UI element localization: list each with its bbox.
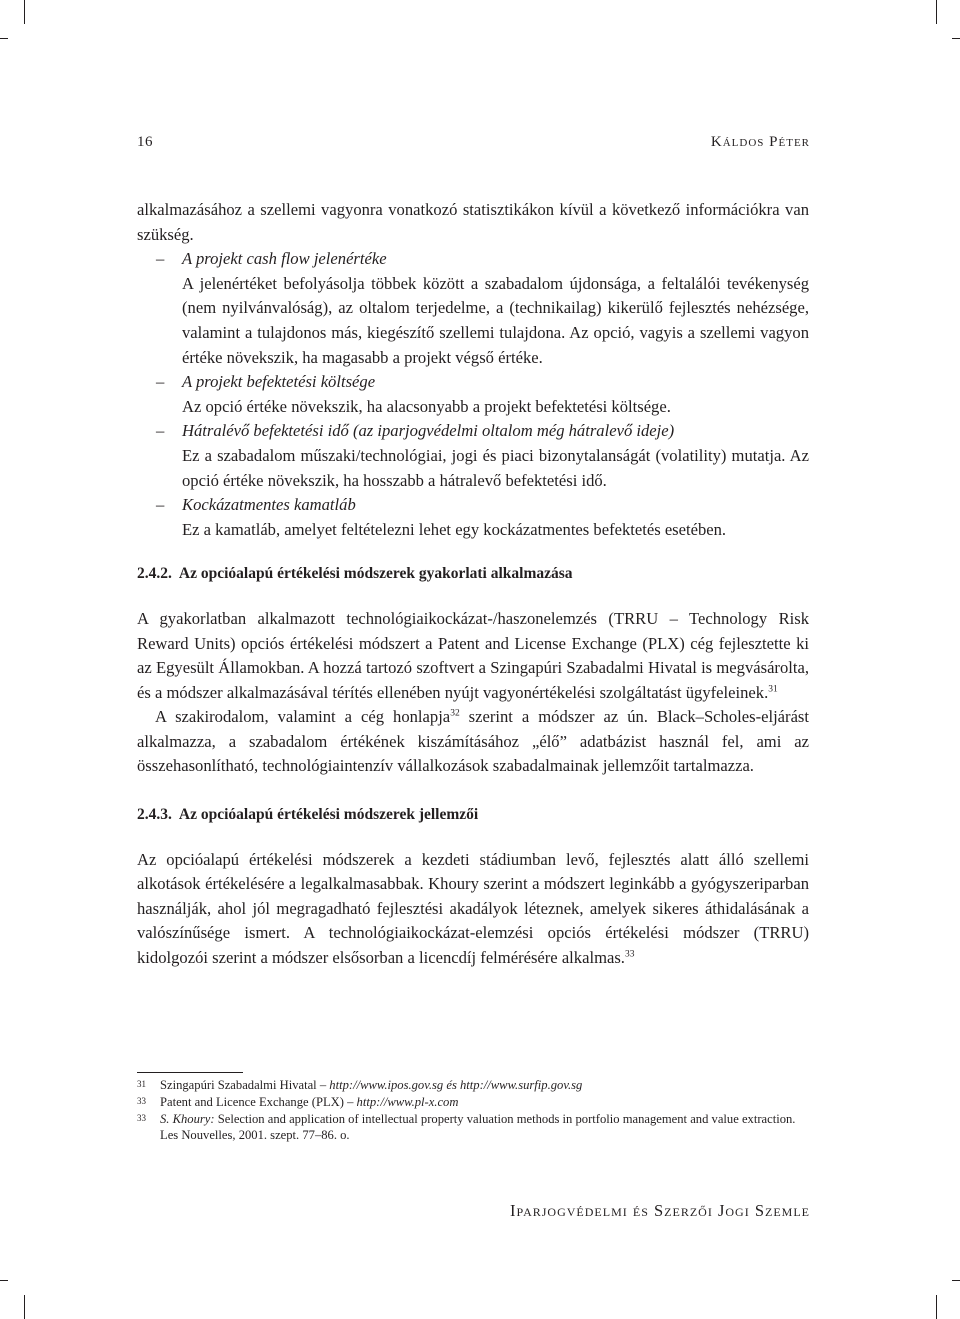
- footnote-ref[interactable]: 31: [768, 684, 778, 695]
- body-paragraph: [137, 705, 809, 779]
- intro-paragraph: alkalmazásához a szellemi vagyonra vonatkozó statisztikákon kívül a következő információkra van szükség.: [137, 200, 809, 244]
- footnote-ref[interactable]: 33: [624, 949, 635, 960]
- footnote-number: 33: [137, 1112, 146, 1123]
- running-footer-journal: Iparjogvédelmi és Szerzői Jogi Szemle: [510, 1201, 810, 1220]
- paragraph-text: A gyakorlatban alkalmazott technológiaikockázat-/haszonelemzés (TRRU – Technology Risk Reward Units) opciós értékelési módszert a Patent and License Exchange (PLX) cég fejlesztette ki az Egyesült Államokban. A hozzá tartozó szoftvert a Szingapúri Szabadalmi Hivatal is megvásárolta, és a módszer alkalmazásával térítés ellenében nyújt vagyonértékelési szolgáltatást ügyfeleinek.: [137, 608, 809, 702]
- list-item-body: Ez a kamatláb, amelyet feltételezni lehet egy kockázatmentes befektetés esetében.: [182, 519, 727, 539]
- footnote-link[interactable]: http://www.ipos.gov.sg és http://www.surfip.gov.sg: [329, 1078, 583, 1092]
- dash-bullet: –: [156, 421, 165, 441]
- paragraph-text: szerint a módszer az ún. Black–Scholes-eljárást alkalmazza, a szabadalom értékének kiszámításához „élő” adatbázist használ fel, ami az összehasonlítható, technológiaintenzív vállalkozások szabadalmainak jellemzőit tartalmazza.: [137, 707, 809, 776]
- list-item: [137, 370, 809, 419]
- footnote-number: 31: [137, 1079, 146, 1089]
- dash-bullet: –: [156, 372, 165, 392]
- list-item: [137, 419, 809, 493]
- crop-mark: [952, 1280, 960, 1281]
- body-paragraph: [137, 607, 809, 705]
- paragraph-text: A szakirodalom, valamint a cég honlapja: [155, 707, 451, 727]
- footnote: [137, 1111, 809, 1145]
- crop-mark: [24, 1295, 25, 1319]
- footnote: [137, 1094, 809, 1111]
- section-number: 2.4.3.: [137, 806, 172, 824]
- crop-mark: [936, 0, 937, 24]
- paragraph-text: Az opcióalapú értékelési módszerek a kezdeti stádiumban levő, fejlesztés alatt álló szellemi alkotások értékelésére a legalkalmasabbak. Khoury szerint a módszert leginkább a gyógyszeriparban használják, ahol jól megragadható fejlesztési akadályok léteznek, amelyek sikeres áthidalásának a valószínűsége ismert. A technológiaikockázat-elemzési opciós értékelési módszer (TRRU) kidolgozói szerint a módszer elsősorban a licencdíj felmérésére alkalmas.: [137, 849, 809, 968]
- crop-mark: [24, 0, 25, 24]
- list-item-title: Kockázatmentes kamatláb: [182, 495, 356, 515]
- section-title: Az opcióalapú értékelési módszerek gyakorlati alkalmazása: [178, 565, 573, 583]
- footnote-ref[interactable]: 32: [450, 708, 460, 719]
- crop-mark: [936, 1295, 937, 1319]
- footnote-text: Szingapúri Szabadalmi Hivatal –: [160, 1078, 330, 1092]
- section-number: 2.4.2.: [137, 565, 172, 583]
- list-item-title: Hátralévő befektetési idő (az iparjogvédelmi oltalom még hátralevő ideje): [182, 421, 675, 441]
- dash-bullet: –: [156, 249, 165, 269]
- section-title: Az opcióalapú értékelési módszerek jellemzői: [178, 806, 479, 824]
- crop-mark: [952, 38, 960, 39]
- list-item-body: A jelenértéket befolyásolja többek között a szabadalom újdonsága, a feltalálói tevékenység (nem nyilvánvalóság), az oltalom terjedelme, a (technikailag) kikerülő fejlesztés nehézsége, valamint a tulajdonos más, kiegészítő szellemi tulajdona. Az opció, vagyis a szellemi vagyon értéke növekszik, ha magasabb a projekt végső értéke.: [182, 273, 809, 367]
- list-item: [137, 493, 809, 542]
- list-item-body: Ez a szabadalom műszaki/technológiai, jogi és piaci bizonytalanságát (volatility) mutatja. Az opció értéke növekszik, ha hosszabb a hátralevő befektetési idő.: [182, 445, 809, 490]
- section-heading: [137, 803, 809, 828]
- footnotes: [137, 1077, 809, 1144]
- page-number: 16: [137, 134, 153, 150]
- list-item-body: Az opció értéke növekszik, ha alacsonyabb a projekt befektetési költsége.: [182, 396, 671, 416]
- footnote-number: 33: [137, 1095, 146, 1106]
- footnote-text: Patent and Licence Exchange (PLX) –: [160, 1094, 357, 1109]
- main-text: [137, 198, 809, 971]
- section-heading: [137, 562, 809, 587]
- crop-mark: [0, 38, 8, 39]
- footnote-author: S. Khoury:: [160, 1111, 215, 1126]
- footnote-link[interactable]: http://www.pl-x.com: [356, 1094, 459, 1109]
- running-header-author: Káldos Péter: [710, 134, 810, 150]
- footnote-text: Selection and application of intellectual property valuation methods in portfolio management and value extraction. Les Nouvelles, 2001. szept. 77–86. o.: [160, 1111, 796, 1143]
- list-item: [137, 247, 809, 370]
- list-item-title: A projekt befektetési költsége: [182, 372, 376, 392]
- body-paragraph: [137, 848, 809, 971]
- dash-bullet: –: [156, 495, 165, 515]
- crop-mark: [0, 1280, 8, 1281]
- list-item-title: A projekt cash flow jelenértéke: [182, 249, 387, 269]
- footnote-divider: [137, 1072, 243, 1073]
- footnote: [137, 1077, 809, 1094]
